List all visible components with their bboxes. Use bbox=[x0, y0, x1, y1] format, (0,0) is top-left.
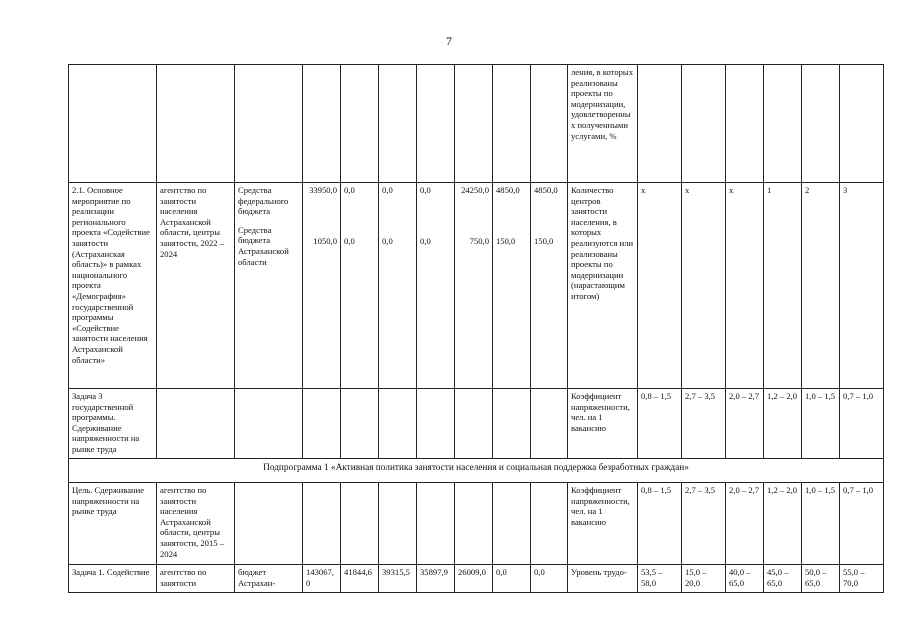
value-cell bbox=[341, 389, 379, 459]
value-cell bbox=[341, 65, 379, 183]
value-cell bbox=[531, 183, 568, 389]
table-row bbox=[69, 389, 884, 459]
page-number: 7 bbox=[446, 34, 452, 48]
value-federal: 4850,0 bbox=[534, 185, 558, 195]
target-cell: 2,7 – 3,5 bbox=[682, 483, 726, 565]
target-cell: 55,0 – 70,0 bbox=[840, 565, 884, 593]
table-row bbox=[69, 459, 884, 483]
target-cell: 15,0 – 20,0 bbox=[682, 565, 726, 593]
target-cell: 0,8 – 1,5 bbox=[638, 389, 682, 459]
value-cell bbox=[341, 483, 379, 565]
executor-cell: агентство по занятости населения Астраханской области, центры занятости, 2015 – 2024 bbox=[157, 483, 235, 565]
value-federal: 0,0 bbox=[382, 185, 393, 195]
executor-cell bbox=[157, 389, 235, 459]
target-cell bbox=[638, 65, 682, 183]
target-cell: 1,0 – 1,5 bbox=[802, 389, 840, 459]
subprogram-title: Подпрограмма 1 «Активная политика занятости населения и социальная поддержка безработных граждан» bbox=[69, 459, 884, 483]
target-cell: 1,2 – 2,0 bbox=[764, 483, 802, 565]
goal-cell: Задача 3 государственной программы. Сдерживание напряженности на рынке труда bbox=[69, 389, 157, 459]
value-cell: 143067,0 bbox=[303, 565, 341, 593]
target-cell bbox=[726, 65, 764, 183]
indicator-cell: Количество центров занятости населения, в которых реализуются или реализованы проекты по модернизации (нарастающим итогом) bbox=[568, 183, 638, 389]
value-regional: 1050,0 bbox=[313, 235, 337, 246]
goal-cell: Задача 1. Содействие bbox=[69, 565, 157, 593]
value-cell bbox=[531, 389, 568, 459]
value-cell bbox=[493, 65, 531, 183]
value-federal: 0,0 bbox=[420, 185, 431, 195]
value-cell: 41844,6 bbox=[341, 565, 379, 593]
indicator-cell: Коэффициент напряженности, чел. на 1 вакансию bbox=[568, 483, 638, 565]
value-cell bbox=[493, 483, 531, 565]
program-table bbox=[68, 64, 884, 593]
indicator-cell: Уровень трудо- bbox=[568, 565, 638, 593]
value-cell bbox=[455, 389, 493, 459]
value-cell bbox=[379, 183, 417, 389]
table-row bbox=[69, 565, 884, 593]
value-regional: 750,0 bbox=[469, 235, 489, 246]
executor-cell bbox=[157, 65, 235, 183]
value-cell bbox=[417, 183, 455, 389]
goal-cell: 2.1. Основное мероприятие по реализации регионального проекта «Содействие занятости (Астраханская область)» в рамках национального проекта «Демография» государственной программы «Содействие занятости населения Астраханской области» bbox=[69, 183, 157, 389]
target-cell: 2 bbox=[802, 183, 840, 389]
target-cell: x bbox=[682, 183, 726, 389]
value-cell: 35897,9 bbox=[417, 565, 455, 593]
target-cell: 53,5 – 58,0 bbox=[638, 565, 682, 593]
value-federal: 33950,0 bbox=[309, 185, 337, 195]
target-cell bbox=[682, 65, 726, 183]
executor-cell: агентство по занятости населения Астраханской области, центры занятости, 2022 – 2024 bbox=[157, 183, 235, 389]
goal-cell: Цель. Сдерживание напряженности на рынке труда bbox=[69, 483, 157, 565]
target-cell: 1 bbox=[764, 183, 802, 389]
value-cell bbox=[303, 65, 341, 183]
target-cell: 0,7 – 1,0 bbox=[840, 483, 884, 565]
source-regional: Средства бюджета Астраханской области bbox=[238, 224, 289, 267]
source-cell bbox=[235, 389, 303, 459]
value-cell bbox=[455, 183, 493, 389]
value-cell: 0,0 bbox=[531, 565, 568, 593]
value-cell: 39315,5 bbox=[379, 565, 417, 593]
value-cell bbox=[531, 483, 568, 565]
executor-cell: агентство по занятости bbox=[157, 565, 235, 593]
indicator-cell: ления, в которых реализованы проекты по модернизации, удовлетворенных полученными услугами, % bbox=[568, 65, 638, 183]
value-cell bbox=[303, 183, 341, 389]
target-cell: 0,8 – 1,5 bbox=[638, 483, 682, 565]
value-cell bbox=[417, 389, 455, 459]
target-cell: 3 bbox=[840, 183, 884, 389]
target-cell: 1,2 – 2,0 bbox=[764, 389, 802, 459]
value-cell bbox=[379, 483, 417, 565]
target-cell bbox=[802, 65, 840, 183]
table-row bbox=[69, 483, 884, 565]
source-federal: Средства федерального бюджета bbox=[238, 185, 289, 217]
value-cell bbox=[379, 65, 417, 183]
target-cell bbox=[764, 65, 802, 183]
value-regional: 150,0 bbox=[496, 235, 516, 246]
target-cell: 2,0 – 2,7 bbox=[726, 483, 764, 565]
indicator-cell: Коэффициент напряженности, чел. на 1 вакансию bbox=[568, 389, 638, 459]
goal-cell bbox=[69, 65, 157, 183]
value-cell: 0,0 bbox=[493, 565, 531, 593]
value-cell: 26009,0 bbox=[455, 565, 493, 593]
value-federal: 4850,0 bbox=[496, 185, 520, 195]
table-row bbox=[69, 65, 884, 183]
target-cell: 45,0 – 65,0 bbox=[764, 565, 802, 593]
value-cell bbox=[417, 65, 455, 183]
value-regional: 150,0 bbox=[534, 235, 554, 246]
value-cell bbox=[455, 483, 493, 565]
target-cell: 1,0 – 1,5 bbox=[802, 483, 840, 565]
source-cell: бюджет Астрахан- bbox=[235, 565, 303, 593]
target-cell: 50,0 – 65,0 bbox=[802, 565, 840, 593]
target-cell: 2,7 – 3,5 bbox=[682, 389, 726, 459]
value-cell bbox=[379, 389, 417, 459]
target-cell: 40,0 – 65,0 bbox=[726, 565, 764, 593]
value-cell bbox=[417, 483, 455, 565]
value-regional: 0,0 bbox=[382, 235, 393, 246]
target-cell: x bbox=[726, 183, 764, 389]
source-cell bbox=[235, 183, 303, 389]
value-federal: 24250,0 bbox=[461, 185, 489, 195]
table-row bbox=[69, 183, 884, 389]
value-regional: 0,0 bbox=[420, 235, 431, 246]
source-cell bbox=[235, 65, 303, 183]
value-cell bbox=[303, 483, 341, 565]
value-cell bbox=[341, 183, 379, 389]
value-federal: 0,0 bbox=[344, 185, 355, 195]
target-cell: 2,0 – 2,7 bbox=[726, 389, 764, 459]
value-cell bbox=[531, 65, 568, 183]
value-cell bbox=[455, 65, 493, 183]
target-cell: 0,7 – 1,0 bbox=[840, 389, 884, 459]
target-cell: x bbox=[638, 183, 682, 389]
value-cell bbox=[303, 389, 341, 459]
source-cell bbox=[235, 483, 303, 565]
value-cell bbox=[493, 183, 531, 389]
target-cell bbox=[840, 65, 884, 183]
value-regional: 0,0 bbox=[344, 235, 355, 246]
value-cell bbox=[493, 389, 531, 459]
